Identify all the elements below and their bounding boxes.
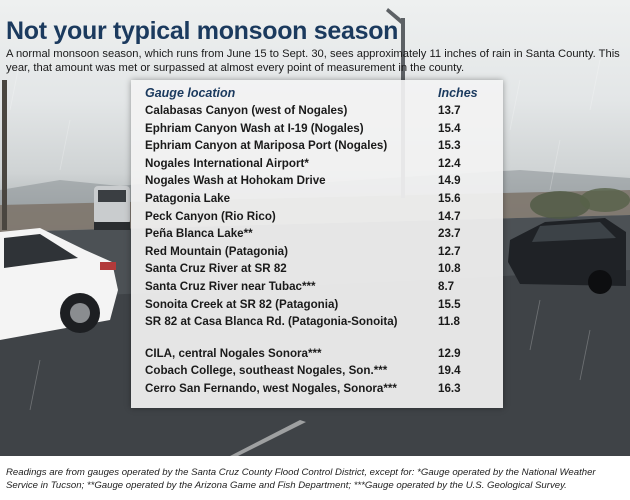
gauge-location: Santa Cruz River near Tubac*** bbox=[145, 279, 316, 293]
gauge-location: CILA, central Nogales Sonora*** bbox=[145, 346, 322, 360]
rain-inches: 14.9 bbox=[438, 174, 461, 188]
table-row bbox=[145, 102, 495, 120]
footnote: Readings are from gauges operated by the Santa Cruz County Flood Control District, except for: *Gauge operated by the National Weather Service in Tucson; **Gauge operated by the Arizona Game and Fish Department; ***Gauge operated by the U.S. Geological Survey. bbox=[6, 467, 596, 491]
gauge-location: Nogales Wash at Hohokam Drive bbox=[145, 174, 326, 188]
rain-inches: 15.3 bbox=[438, 139, 461, 153]
table-row bbox=[145, 208, 495, 226]
gauge-location: SR 82 at Casa Blanca Rd. (Patagonia-Sonoita) bbox=[145, 315, 398, 329]
gauge-location: Sonoita Creek at SR 82 (Patagonia) bbox=[145, 297, 339, 311]
table-row bbox=[145, 345, 495, 363]
rain-inches: 16.3 bbox=[438, 381, 461, 395]
column-header-inches: Inches bbox=[438, 86, 478, 100]
gauge-location: Red Mountain (Patagonia) bbox=[145, 244, 288, 258]
table-row bbox=[145, 172, 495, 190]
rain-inches: 8.7 bbox=[438, 279, 455, 293]
rain-inches: 15.6 bbox=[438, 191, 461, 205]
table-row bbox=[145, 296, 495, 314]
gauge-location: Peck Canyon (Rio Rico) bbox=[145, 209, 276, 223]
gauge-location: Peña Blanca Lake** bbox=[145, 227, 253, 241]
table-row bbox=[145, 137, 495, 155]
table-row bbox=[145, 260, 495, 278]
rain-inches: 12.7 bbox=[438, 244, 461, 258]
rainfall-table bbox=[145, 102, 495, 398]
gauge-location: Patagonia Lake bbox=[145, 191, 231, 205]
section-spacer bbox=[145, 331, 495, 345]
rain-inches: 14.7 bbox=[438, 209, 461, 223]
rain-inches: 23.7 bbox=[438, 227, 461, 241]
rain-inches: 12.4 bbox=[438, 156, 461, 170]
table-row bbox=[145, 278, 495, 296]
rain-inches: 11.8 bbox=[438, 315, 460, 329]
rain-inches: 10.8 bbox=[438, 262, 461, 276]
gauge-location: Cerro San Fernando, west Nogales, Sonora*** bbox=[145, 381, 397, 395]
table-row bbox=[145, 243, 495, 261]
rain-inches: 12.9 bbox=[438, 346, 461, 360]
table-row bbox=[145, 120, 495, 138]
table-row bbox=[145, 380, 495, 398]
table-row bbox=[145, 190, 495, 208]
table-row bbox=[145, 225, 495, 243]
column-header-location: Gauge location bbox=[145, 86, 236, 100]
gauge-location: Ephriam Canyon Wash at I-19 (Nogales) bbox=[145, 121, 364, 135]
rain-inches: 13.7 bbox=[438, 104, 461, 117]
rain-inches: 19.4 bbox=[438, 364, 461, 378]
gauge-location: Nogales International Airport* bbox=[145, 156, 309, 170]
rain-inches: 15.4 bbox=[438, 121, 461, 135]
gauge-location: Cobach College, southeast Nogales, Son.*** bbox=[145, 364, 388, 378]
gauge-location: Calabasas Canyon (west of Nogales) bbox=[145, 104, 348, 117]
subtitle: A normal monsoon season, which runs from June 15 to Sept. 30, sees approximately 11 inches of rain in Santa County. This year, that amount was met or surpassed at almost every point of measurement in the county. bbox=[6, 48, 620, 74]
gauge-location: Santa Cruz River at SR 82 bbox=[145, 262, 287, 276]
table-row bbox=[145, 155, 495, 173]
rain-inches: 15.5 bbox=[438, 297, 461, 311]
page-title: Not your typical monsoon season bbox=[6, 17, 399, 45]
gauge-location: Ephriam Canyon at Mariposa Port (Nogales) bbox=[145, 139, 388, 153]
table-row bbox=[145, 313, 495, 331]
table-row bbox=[145, 362, 495, 380]
